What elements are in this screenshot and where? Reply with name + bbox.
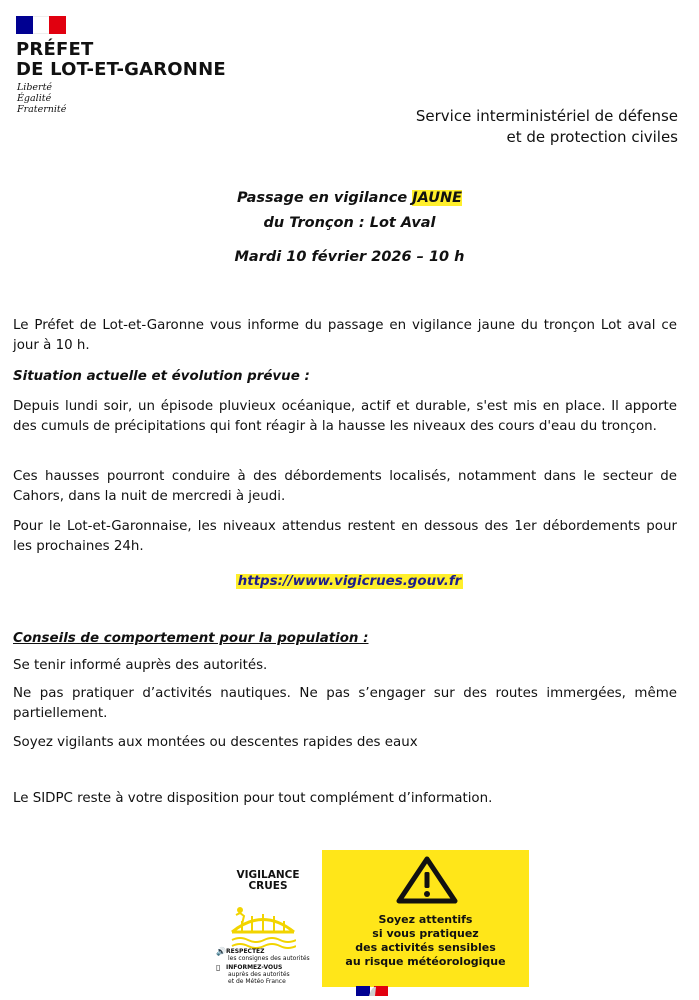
situation-paragraph-3: Pour le Lot-et-Garonnaise, les niveaux attendus restent en dessous des 1er débordements pour les prochaines 24h. bbox=[13, 519, 677, 554]
vigilance-crues-title: VIGILANCE CRUES bbox=[236, 869, 300, 892]
inform-notice: ▯ INFORMEZ-VOUS auprès des autorités et de Météo France bbox=[216, 963, 290, 985]
warning-message: Soyez attentifs si vous pratiquez des activités sensibles au risque météorologique bbox=[345, 913, 506, 968]
service-name: Service interministériel de défense et de protection civiles bbox=[415, 107, 678, 146]
republic-flag-logo bbox=[16, 16, 66, 34]
closing-paragraph: Le SIDPC reste à votre disposition pour tout complément d’information. bbox=[13, 791, 493, 806]
section-name: du Tronçon : Lot Aval bbox=[263, 215, 436, 231]
intro-paragraph: Le Préfet de Lot-et-Garonne vous informe du passage en vigilance jaune du tronçon Lot aval ce jour à 10 h. bbox=[13, 318, 677, 353]
situation-paragraph-2: Ces hausses pourront conduire à des débordements localisés, notamment dans le secteur de Cahors, dans la nuit de mercredi à jeudi. bbox=[13, 469, 677, 504]
bridge-water-icon bbox=[230, 902, 296, 952]
speaker-icon: 🔊 bbox=[216, 947, 226, 956]
advice-heading: Conseils de comportement pour la population : bbox=[13, 631, 369, 646]
vigilance-level-badge: JAUNE bbox=[412, 190, 463, 206]
situation-heading: Situation actuelle et évolution prévue : bbox=[13, 369, 310, 384]
phone-icon: ▯ bbox=[216, 963, 221, 972]
document-date: Mardi 10 février 2026 – 10 h bbox=[234, 249, 465, 265]
prefecture-name: PRÉFET DE LOT-ET-GARONNE bbox=[16, 39, 226, 80]
situation-paragraph-1: Depuis lundi soir, un épisode pluvieux océanique, actif et durable, s'est mis en place. Il apporte des cumuls de précipitations qui font réagir à la hausse les niveaux des cours d'eau du tronçon. bbox=[13, 399, 677, 434]
republic-motto: Liberté Égalité Fraternité bbox=[17, 82, 67, 115]
advice-item-3: Soyez vigilants aux montées ou descentes rapides des eaux bbox=[13, 735, 418, 750]
warning-box bbox=[322, 850, 529, 987]
respect-notice: 🔊RESPECTEZ les consignes des autorités bbox=[216, 947, 310, 962]
document-title: Passage en vigilance JAUNE bbox=[236, 190, 463, 206]
warning-triangle-icon bbox=[395, 855, 459, 905]
advice-item-1: Se tenir informé auprès des autorités. bbox=[13, 658, 268, 673]
marianne-logo bbox=[356, 984, 388, 998]
vigicrues-link[interactable]: https://www.vigicrues.gouv.fr bbox=[237, 574, 462, 589]
advice-item-2: Ne pas pratiquer d’activités nautiques. Ne pas s’engager sur des routes immergées, même partiellement. bbox=[13, 686, 677, 721]
